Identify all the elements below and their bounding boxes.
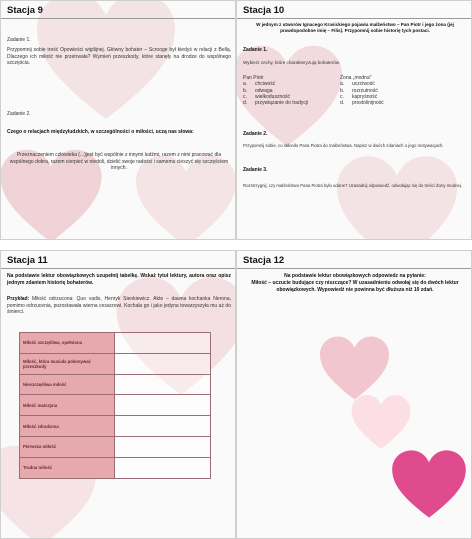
table-row-label: Trudna miłość xyxy=(20,457,115,478)
station-title: Stacja 12 xyxy=(243,255,285,266)
station-12-card xyxy=(236,250,472,539)
task-1-label: Zadanie 1. xyxy=(7,37,31,43)
choice-row: a. chciwość a. uczciwość xyxy=(243,81,375,88)
table-row-label: Miłość, która musiała pokonywać przeszkody xyxy=(20,353,115,374)
title-divider xyxy=(1,18,235,19)
table-row xyxy=(20,374,211,395)
table-row xyxy=(20,333,211,354)
task-3-text: Rozstrzygnij, czy małżeństwo Pana Piotra było udane? Uzasadnij odpowiedź, odwołując się do treści Żony modnej. xyxy=(243,183,463,188)
table-row xyxy=(20,416,211,437)
heart-icon xyxy=(389,447,469,521)
choice-option[interactable]: wielkoduszność xyxy=(255,93,291,100)
choice-row: b. odwaga b. rozrzutność xyxy=(243,87,378,94)
example-block xyxy=(7,296,231,316)
example-label: Przykład: xyxy=(7,296,30,302)
task-2-prompt: Czego o relacjach międzyludzkich, w szczególności o miłości, uczą nas słowa: xyxy=(7,129,194,135)
task-1-text: Wybierz cechy, które charakteryzują bohaterów. xyxy=(243,60,341,65)
task-1-text: Przypomnij sobie treść Opowieści wigilijnej. Główny bohater – Scrooge był kiedyś w relacji z Bellą. Dlaczego ich miłość nie przetrwała? Wymień przeszkody, które stanęły na drodze do wspólnego szczęścia. xyxy=(7,47,231,67)
traits-list xyxy=(243,75,437,106)
choice-option[interactable]: odwaga xyxy=(255,87,273,94)
choice-option[interactable]: chciwość xyxy=(255,81,276,88)
station-9-card xyxy=(0,0,236,240)
choice-option[interactable]: kapryśność xyxy=(352,93,378,100)
title-divider xyxy=(237,18,471,19)
table-row xyxy=(20,353,211,374)
example-text: Miłość odrzucona: Quo vadis, Henryk Sienkiewicz. Akte – dawna kochanka Nerona, pomimo odrzucenia, pozostawała wierna cesarzowi. Kochała go i jako jedyna towarzyszyła mu aż do śmierci. xyxy=(7,296,232,316)
choice-option[interactable]: uczciwość xyxy=(352,81,375,88)
station-title: Stacja 10 xyxy=(243,5,285,16)
quote-text: Przeznaczeniem człowieka (...)jest być wspólnie z innymi ludźmi, razem z nimi pracować dla wspólnego dobra, razem cierpieć w niedoli, dzielić swoje radości i samemu cieszyć się szczęściem innych. xyxy=(9,152,229,172)
heart-icon xyxy=(349,391,413,453)
prompt-body: Miłość – uczucie budujące czy niszczące? W uzasadnieniu odwołaj się do dwóch lektur obowiązkowych. Wypowiedź nie powinna być dłuższa niż 10 zdań. xyxy=(251,280,459,293)
task-3-label: Zadanie 3. xyxy=(243,167,268,173)
station-title: Stacja 9 xyxy=(7,5,43,16)
table-row-label: Miłość szczęśliwa, spełniona xyxy=(20,333,115,354)
choice-row: c. wielkoduszność c. kapryśność xyxy=(243,93,378,100)
station-11-card xyxy=(0,250,236,539)
table-row-label: Miłość zdradzona xyxy=(20,416,115,437)
choice-option[interactable]: przywiązanie do tradycji xyxy=(255,100,309,107)
table-row-label: Miłość matczyna xyxy=(20,395,115,416)
station-title: Stacja 11 xyxy=(7,255,48,266)
choice-option[interactable]: rozrzutność xyxy=(352,87,378,94)
task-2-text: Przypomnij sobie, co skłoniło Pana Piotra do małżeństwa. Napisz w dwóch zdaniach o jego motywacjach. xyxy=(243,143,444,148)
answer-cell[interactable] xyxy=(115,374,211,395)
column-header-zona: Żona „modna” xyxy=(340,75,372,81)
answer-cell[interactable] xyxy=(115,436,211,457)
table-row xyxy=(20,457,211,478)
table-row-label: Nieszczęśliwa miłość xyxy=(20,374,115,395)
answer-cell[interactable] xyxy=(115,333,211,354)
answer-cell[interactable] xyxy=(115,457,211,478)
column-header-pan-piotr: Pan Piotr xyxy=(243,75,264,81)
table-row xyxy=(20,436,211,457)
answer-cell[interactable] xyxy=(115,395,211,416)
task-2-label: Zadanie 2. xyxy=(243,131,268,137)
task-prompt: Na podstawie lektur obowiązkowych uzupełnij tabelkę. Wskaż tytuł lektury, autora oraz opisz jednym zdaniem historię bohaterów. xyxy=(7,273,231,286)
table-row xyxy=(20,395,211,416)
answer-cell[interactable] xyxy=(115,416,211,437)
table-row-label: Pierwsza miłość xyxy=(20,436,115,457)
choice-row: d. przywiązanie do tradycji d. prostolinijność xyxy=(243,100,384,107)
intro-text: W jednym z utworów Ignacego Krasickiego pojawia małżeństwo – Pan Piotr i jego żona (jej prawdopodobne imię – Filis). Przypomnij sobie historię tych postaci. xyxy=(256,22,454,33)
choice-option[interactable]: prostolinijność xyxy=(352,100,384,107)
station-10-card xyxy=(236,0,472,240)
title-divider xyxy=(1,268,235,269)
task-1-label: Zadanie 1. xyxy=(243,47,268,53)
title-divider xyxy=(237,268,471,269)
literature-table xyxy=(19,332,211,479)
task-2-label: Zadanie 2. xyxy=(7,111,31,117)
answer-cell[interactable] xyxy=(115,353,211,374)
prompt-head: Na podstawie lektur obowiązkowych odpowiedz na pytanie: xyxy=(284,273,426,279)
